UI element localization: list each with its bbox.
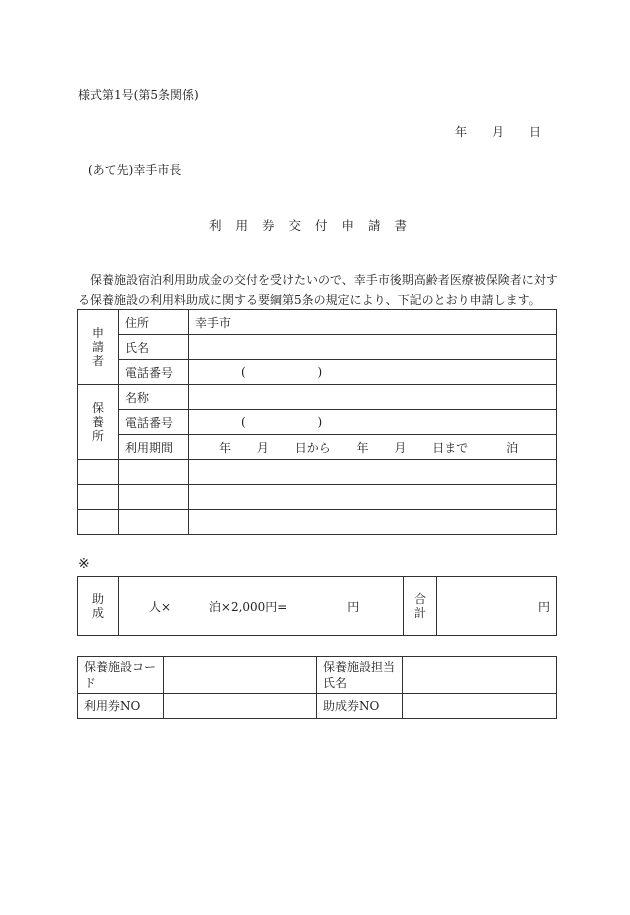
date-month-label: 月	[491, 125, 504, 139]
applicant-phone-field[interactable]: ( )	[189, 360, 557, 385]
facility-code-label: 保養施設コード	[78, 657, 164, 694]
office-use-table	[77, 656, 557, 719]
table-row	[78, 335, 557, 360]
applicant-phone-label: 電話番号	[119, 360, 189, 385]
blank-field[interactable]	[189, 485, 557, 510]
usage-period-label: 利用期間	[119, 435, 189, 460]
subsidy-label: 助 成	[78, 577, 119, 636]
intro-paragraph	[78, 270, 558, 310]
addressee: (あて先)幸手市長	[88, 163, 182, 177]
blank-cell	[119, 460, 189, 485]
intro-line-1: 保養施設宿泊利用助成金の交付を受けたいので、幸手市後期高齢者医療被保険者に対す	[90, 273, 558, 287]
table-row	[78, 694, 557, 719]
note-mark: ※	[78, 556, 90, 572]
facility-staff-field[interactable]	[403, 657, 557, 694]
table-row	[78, 657, 557, 694]
subsidy-ticket-no-field[interactable]	[403, 694, 557, 719]
blank-field[interactable]	[189, 510, 557, 535]
facility-staff-label: 保養施設担当 氏名	[317, 657, 403, 694]
total-label: 合 計	[404, 577, 437, 636]
facility-name-field[interactable]	[189, 385, 557, 410]
facility-section-label: 保 養 所	[78, 385, 119, 460]
applicant-section-label: 申 請 者	[78, 310, 119, 385]
table-row	[78, 435, 557, 460]
blank-cell	[78, 485, 119, 510]
usage-period-field[interactable]: 年 月 日から 年 月 日まで 泊	[189, 435, 557, 460]
table-row	[78, 360, 557, 385]
subsidy-calculation-field[interactable]: 人× 泊×2,000円= 円	[119, 577, 404, 636]
address-field[interactable]: 幸手市	[189, 310, 557, 335]
facility-phone-label: 電話番号	[119, 410, 189, 435]
date-line	[455, 123, 541, 140]
application-table	[77, 309, 557, 535]
applicant-name-field[interactable]	[189, 335, 557, 360]
date-day-label: 日	[528, 125, 541, 139]
applicant-name-label: 氏名	[119, 335, 189, 360]
table-row	[78, 460, 557, 485]
document-title: 利用券交付申請書	[208, 218, 421, 233]
table-row	[78, 385, 557, 410]
blank-cell	[119, 510, 189, 535]
table-row	[78, 310, 557, 335]
facility-phone-field[interactable]: ( )	[189, 410, 557, 435]
total-field[interactable]: 円	[437, 577, 557, 636]
intro-line-2: る保養施設の利用料助成に関する要綱第5条の規定により、下記のとおり申請します。	[78, 293, 541, 307]
subsidy-table	[77, 576, 557, 636]
table-row	[78, 510, 557, 535]
table-row	[78, 485, 557, 510]
table-row	[78, 410, 557, 435]
ticket-no-label: 利用券NO	[78, 694, 164, 719]
blank-field[interactable]	[189, 460, 557, 485]
facility-name-label: 名称	[119, 385, 189, 410]
date-year-label: 年	[455, 125, 468, 139]
blank-cell	[119, 485, 189, 510]
form-number: 様式第1号(第5条関係)	[78, 88, 199, 102]
blank-cell	[78, 510, 119, 535]
subsidy-ticket-no-label: 助成券NO	[317, 694, 403, 719]
address-label: 住所	[119, 310, 189, 335]
blank-cell	[78, 460, 119, 485]
ticket-no-field[interactable]	[164, 694, 317, 719]
facility-code-field[interactable]	[164, 657, 317, 694]
table-row	[78, 577, 557, 636]
